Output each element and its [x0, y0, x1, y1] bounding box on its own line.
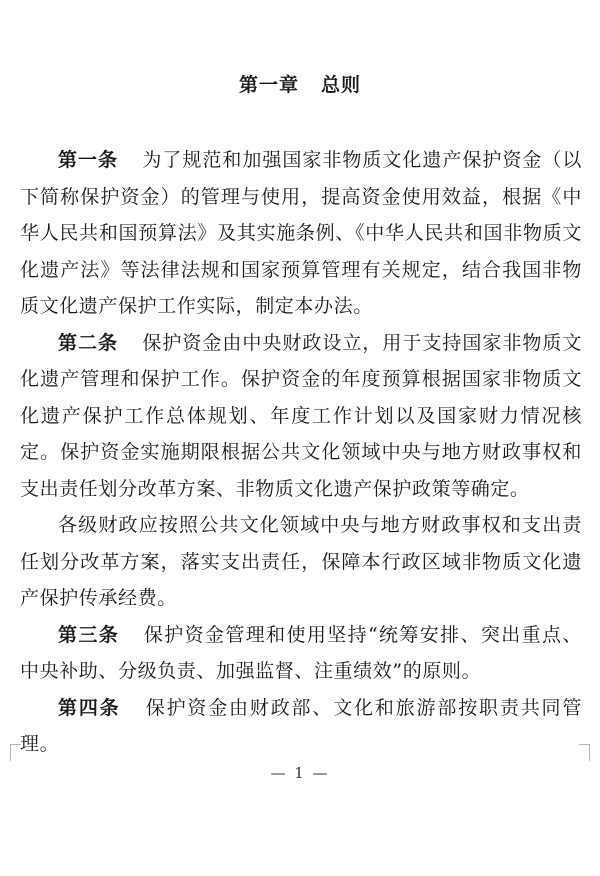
article-4 [20, 690, 582, 763]
article-text: 各级财政应按照公共文化领域中央与地方财政事权和支出责任划分改革方案，落实支出责任，保障本行政区域非物质文化遗产保护传承经费。 [20, 514, 582, 609]
crop-mark-right [579, 744, 590, 761]
crop-mark-left [10, 744, 21, 761]
article-label: 第四条 [58, 696, 121, 719]
article-text: 保护资金由中央财政设立，用于支持国家非物质文化遗产管理和保护工作。保护资金的年度预算根据国家非物质文化遗产保护工作总体规划、年度工作计划以及国家财力情况核定。保护资金实施期限根据公共文化领域中央与地方财政事权和支出责任划分改革方案、非物质文化遗产保护政策等确定。 [20, 331, 582, 500]
article-2 [20, 325, 582, 508]
article-label: 第二条 [58, 331, 118, 354]
article-2-continued [20, 507, 582, 617]
article-text: 保护资金由财政部、文化和旅游部按职责共同管理。 [20, 696, 582, 755]
article-label: 第一条 [58, 149, 118, 171]
article-text: 为了规范和加强国家非物质文化遗产保护资金（以下简称保护资金）的管理与使用，提高资金使用效益，根据《中华人民共和国预算法》及其实施条例、《中华人民共和国非物质文化遗产法》等法律法规和国家预算管理有关规定，结合我国非物质文化遗产保护工作实际，制定本办法。 [20, 149, 582, 317]
chapter-name: 总则 [321, 74, 362, 96]
body-text [20, 142, 582, 763]
page-number: — 1 — [270, 764, 330, 782]
article-label: 第三条 [58, 623, 120, 646]
article-text: 保护资金管理和使用坚持“统筹安排、突出重点、中央补助、分级负责、加强监督、注重绩效”的原则。 [20, 623, 582, 682]
chapter-title [0, 70, 600, 97]
article-3 [20, 617, 582, 690]
chapter-number: 第一章 [238, 74, 299, 96]
article-1 [20, 142, 582, 325]
